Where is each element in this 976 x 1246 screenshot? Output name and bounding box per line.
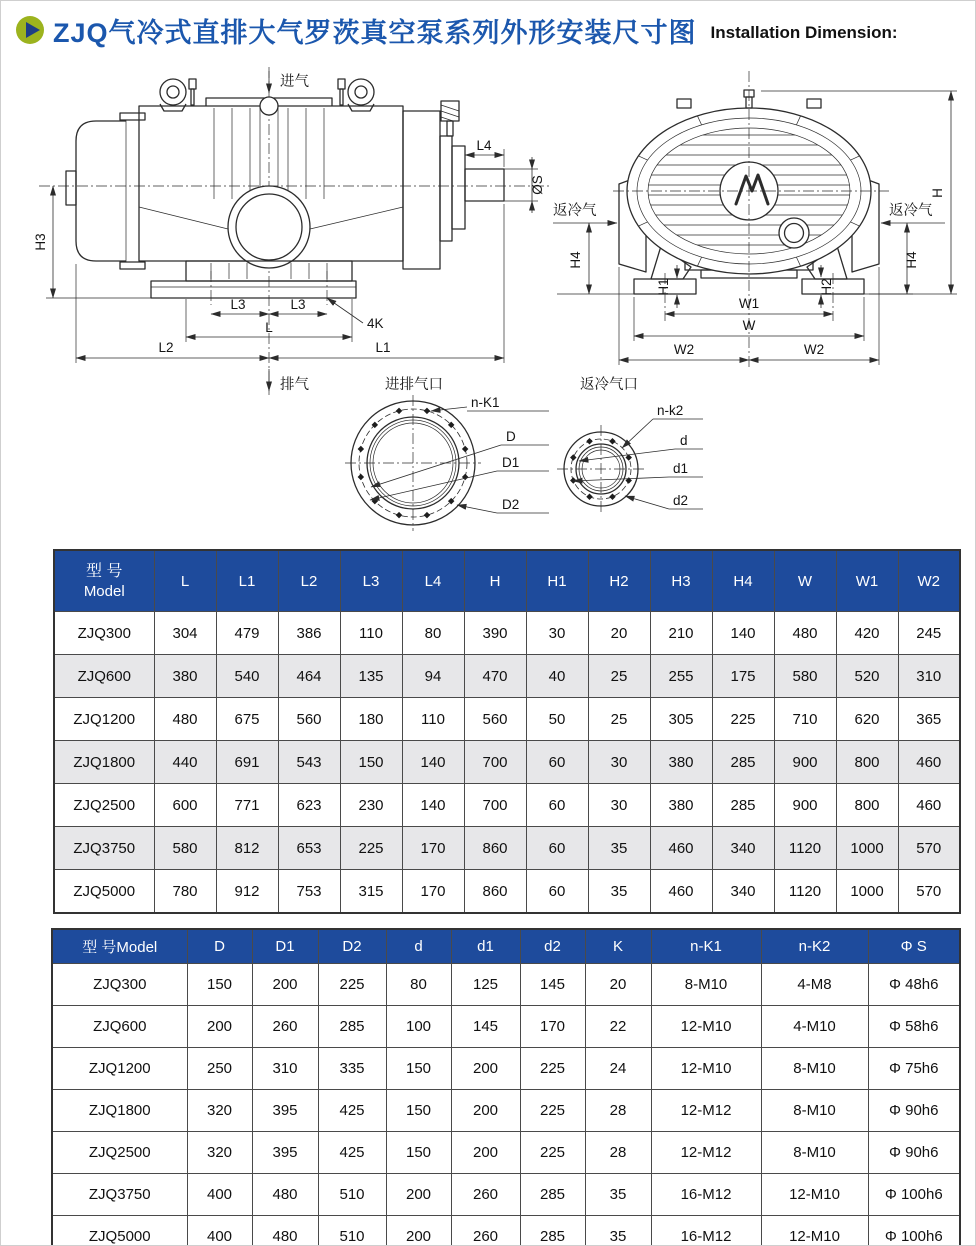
cooling-port-flange	[557, 376, 703, 513]
value-cell: 230	[340, 784, 402, 827]
value-cell: 225	[712, 698, 774, 741]
dim-l-label: L	[265, 320, 273, 335]
model-cell: ZJQ5000	[54, 870, 154, 914]
value-cell: 24	[585, 1048, 651, 1090]
value-cell: 170	[402, 870, 464, 914]
value-cell: 8-M10	[761, 1048, 868, 1090]
return-air-right-label: 返冷气	[889, 203, 933, 219]
main-port-d-label: D	[506, 429, 516, 444]
main-port-flange	[345, 376, 549, 531]
value-cell: Φ 100h6	[868, 1174, 960, 1216]
value-cell: 200	[386, 1216, 451, 1246]
value-cell: 1120	[774, 870, 836, 914]
value-cell: 22	[585, 1006, 651, 1048]
value-cell: 225	[318, 964, 386, 1006]
value-cell: 35	[585, 1216, 651, 1246]
bolt-hole-icon	[396, 408, 403, 415]
value-cell: 40	[526, 655, 588, 698]
bolt-hole-icon	[609, 438, 616, 445]
value-cell: 80	[402, 612, 464, 655]
value-cell: 200	[386, 1174, 451, 1216]
column-header: d	[386, 929, 451, 964]
dim-w2-right-label: W2	[803, 342, 825, 357]
bolt-hole-icon	[570, 477, 577, 484]
value-cell: 150	[340, 741, 402, 784]
value-cell: 4-M10	[761, 1006, 868, 1048]
installation-drawing	[1, 59, 976, 549]
model-cell: ZJQ1800	[52, 1090, 187, 1132]
value-cell: 285	[520, 1216, 585, 1246]
column-header: H	[464, 550, 526, 612]
value-cell: 140	[712, 612, 774, 655]
value-cell: 420	[836, 612, 898, 655]
value-cell: 140	[402, 741, 464, 784]
value-cell: 60	[526, 827, 588, 870]
value-cell: 60	[526, 784, 588, 827]
dimension-table-head	[54, 550, 960, 612]
value-cell: 860	[464, 870, 526, 914]
column-header: W1	[836, 550, 898, 612]
cooling-port-d2-label: d2	[673, 493, 689, 508]
value-cell: 200	[451, 1048, 520, 1090]
value-cell: 480	[774, 612, 836, 655]
table-row	[52, 1006, 960, 1048]
bolt-hole-icon	[586, 493, 593, 500]
value-cell: 35	[588, 827, 650, 870]
model-cell: ZJQ2500	[52, 1132, 187, 1174]
value-cell: 35	[585, 1174, 651, 1216]
dim-h2-label: H2	[819, 278, 834, 296]
value-cell: 4-M8	[761, 964, 868, 1006]
bolt-hole-icon	[586, 438, 593, 445]
value-cell: 510	[318, 1174, 386, 1216]
dim-h-label: H	[930, 188, 945, 198]
cooling-port-d1-label: d1	[673, 461, 689, 476]
dim-h1-label: H1	[656, 278, 671, 296]
value-cell: 1000	[836, 827, 898, 870]
value-cell: 320	[187, 1132, 252, 1174]
main-port-bolts-label: n-K1	[471, 395, 500, 410]
value-cell: 135	[340, 655, 402, 698]
bolt-hole-icon	[358, 446, 365, 453]
value-cell: Φ 90h6	[868, 1090, 960, 1132]
value-cell: 30	[526, 612, 588, 655]
value-cell: Φ 90h6	[868, 1132, 960, 1174]
dimension-table-body	[54, 612, 960, 914]
value-cell: 16-M12	[651, 1216, 761, 1246]
value-cell: 170	[402, 827, 464, 870]
value-cell: 395	[252, 1090, 318, 1132]
return-air-left-label: 返冷气	[553, 203, 597, 219]
value-cell: 800	[836, 784, 898, 827]
value-cell: 1120	[774, 827, 836, 870]
value-cell: 580	[774, 655, 836, 698]
value-cell: 12-M10	[651, 1006, 761, 1048]
value-cell: 225	[340, 827, 402, 870]
play-icon	[15, 15, 45, 45]
column-header: D	[187, 929, 252, 964]
dim-l1-label: L1	[375, 340, 391, 355]
bolt-hole-icon	[462, 474, 469, 481]
column-header: D2	[318, 929, 386, 964]
value-cell: 700	[464, 784, 526, 827]
dim-l2-label: L2	[158, 340, 174, 355]
table-row	[52, 1048, 960, 1090]
value-cell: 94	[402, 655, 464, 698]
table-row	[52, 964, 960, 1006]
value-cell: 285	[318, 1006, 386, 1048]
value-cell: 250	[187, 1048, 252, 1090]
column-header: L4	[402, 550, 464, 612]
model-cell: ZJQ5000	[52, 1216, 187, 1246]
value-cell: 20	[588, 612, 650, 655]
dim-shaft-dia-label: ØS	[530, 175, 545, 195]
value-cell: 315	[340, 870, 402, 914]
value-cell: 691	[216, 741, 278, 784]
value-cell: 25	[588, 655, 650, 698]
model-cell: ZJQ600	[52, 1006, 187, 1048]
model-cell: ZJQ300	[54, 612, 154, 655]
value-cell: 210	[650, 612, 712, 655]
value-cell: 480	[252, 1174, 318, 1216]
value-cell: 623	[278, 784, 340, 827]
table-row	[54, 827, 960, 870]
value-cell: 225	[520, 1048, 585, 1090]
value-cell: 175	[712, 655, 774, 698]
page-subtitle: Installation Dimension:	[710, 23, 898, 42]
column-header: W	[774, 550, 836, 612]
cooling-port-d-label: d	[680, 433, 688, 448]
port-table-body	[52, 964, 960, 1246]
value-cell: 440	[154, 741, 216, 784]
value-cell: 464	[278, 655, 340, 698]
value-cell: 150	[386, 1048, 451, 1090]
value-cell: 570	[898, 870, 960, 914]
value-cell: 12-M12	[651, 1132, 761, 1174]
dim-l3-left-label: L3	[230, 297, 246, 312]
model-header-cn: 型 号	[86, 562, 123, 580]
value-cell: 260	[252, 1006, 318, 1048]
value-cell: 520	[836, 655, 898, 698]
value-cell: 340	[712, 827, 774, 870]
table-row	[52, 1216, 960, 1246]
main-port-d1-label: D1	[502, 455, 520, 470]
column-header: H4	[712, 550, 774, 612]
value-cell: 16-M12	[651, 1174, 761, 1216]
value-cell: 125	[451, 964, 520, 1006]
value-cell: 60	[526, 870, 588, 914]
value-cell: 340	[712, 870, 774, 914]
dimension-table	[53, 549, 961, 914]
value-cell: 25	[588, 698, 650, 741]
value-cell: 365	[898, 698, 960, 741]
value-cell: 470	[464, 655, 526, 698]
value-cell: 150	[187, 964, 252, 1006]
value-cell: 12-M12	[651, 1090, 761, 1132]
value-cell: 305	[650, 698, 712, 741]
main-port-d2-label: D2	[502, 497, 520, 512]
value-cell: 335	[318, 1048, 386, 1090]
value-cell: 285	[712, 784, 774, 827]
foot-holes-label: 4K	[367, 316, 384, 331]
value-cell: 460	[898, 741, 960, 784]
table-row	[54, 870, 960, 914]
model-column-header: 型 号Model	[52, 929, 187, 964]
value-cell: 28	[585, 1132, 651, 1174]
inlet-label: 进气	[280, 74, 309, 90]
value-cell: 675	[216, 698, 278, 741]
value-cell: 28	[585, 1090, 651, 1132]
value-cell: Φ 48h6	[868, 964, 960, 1006]
value-cell: 480	[252, 1216, 318, 1246]
table-row	[52, 1174, 960, 1216]
table-row	[52, 1090, 960, 1132]
header-row	[54, 550, 960, 612]
bolt-hole-icon	[462, 446, 469, 453]
side-view-drawing	[33, 67, 549, 395]
column-header: n-K1	[651, 929, 761, 964]
cooling-port-title: 返冷气口	[580, 377, 638, 393]
value-cell: 110	[340, 612, 402, 655]
value-cell: 653	[278, 827, 340, 870]
model-cell: ZJQ1200	[54, 698, 154, 741]
column-header: n-K2	[761, 929, 868, 964]
value-cell: Φ 100h6	[868, 1216, 960, 1246]
model-cell: ZJQ3750	[52, 1174, 187, 1216]
dim-h4-left-label: H4	[568, 251, 583, 269]
bolt-hole-icon	[609, 493, 616, 500]
value-cell: 425	[318, 1132, 386, 1174]
table-row	[54, 741, 960, 784]
value-cell: 260	[451, 1216, 520, 1246]
value-cell: Φ 58h6	[868, 1006, 960, 1048]
port-table-head	[52, 929, 960, 964]
value-cell: 20	[585, 964, 651, 1006]
value-cell: 145	[451, 1006, 520, 1048]
value-cell: 320	[187, 1090, 252, 1132]
value-cell: 304	[154, 612, 216, 655]
table-row	[52, 1132, 960, 1174]
header-row	[52, 929, 960, 964]
bolt-hole-icon	[396, 512, 403, 519]
value-cell: 771	[216, 784, 278, 827]
value-cell: 812	[216, 827, 278, 870]
dim-w-label: W	[742, 318, 756, 333]
bolt-hole-icon	[424, 408, 431, 415]
model-column-header	[54, 550, 154, 612]
outlet-label: 排气	[280, 377, 309, 393]
value-cell: 580	[154, 827, 216, 870]
value-cell: 912	[216, 870, 278, 914]
title-bar	[1, 1, 975, 59]
table-row	[54, 784, 960, 827]
value-cell: 30	[588, 784, 650, 827]
value-cell: 700	[464, 741, 526, 784]
value-cell: 425	[318, 1090, 386, 1132]
value-cell: 390	[464, 612, 526, 655]
page-title: ZJQ气冷式直排大气罗茨真空泵系列外形安装尺寸图	[53, 17, 697, 48]
dim-w2-left-label: W2	[673, 342, 695, 357]
value-cell: 510	[318, 1216, 386, 1246]
value-cell: 50	[526, 698, 588, 741]
value-cell: 12-M10	[761, 1216, 868, 1246]
column-header: D1	[252, 929, 318, 964]
value-cell: 100	[386, 1006, 451, 1048]
value-cell: 480	[154, 698, 216, 741]
value-cell: 12-M10	[761, 1174, 868, 1216]
bolt-hole-icon	[358, 474, 365, 481]
value-cell: 12-M10	[651, 1048, 761, 1090]
value-cell: 710	[774, 698, 836, 741]
value-cell: 110	[402, 698, 464, 741]
model-cell: ZJQ3750	[54, 827, 154, 870]
value-cell: 460	[650, 870, 712, 914]
value-cell: 80	[386, 964, 451, 1006]
value-cell: 400	[187, 1174, 252, 1216]
dim-h3-label: H3	[33, 233, 48, 251]
value-cell: 395	[252, 1132, 318, 1174]
column-header: d2	[520, 929, 585, 964]
value-cell: 30	[588, 741, 650, 784]
column-header: L3	[340, 550, 402, 612]
value-cell: 285	[520, 1174, 585, 1216]
value-cell: 460	[898, 784, 960, 827]
column-header: L	[154, 550, 216, 612]
cooling-port-bolts-label: n-k2	[657, 403, 684, 418]
column-header: L1	[216, 550, 278, 612]
model-header-en: Model	[83, 582, 125, 600]
value-cell: 479	[216, 612, 278, 655]
value-cell: 753	[278, 870, 340, 914]
value-cell: 8-M10	[651, 964, 761, 1006]
value-cell: 460	[650, 827, 712, 870]
value-cell: 200	[187, 1006, 252, 1048]
value-cell: 200	[252, 964, 318, 1006]
dim-l3-right-label: L3	[290, 297, 306, 312]
table-row	[54, 698, 960, 741]
dim-l4-label: L4	[476, 138, 492, 153]
value-cell: 600	[154, 784, 216, 827]
value-cell: 386	[278, 612, 340, 655]
value-cell: 310	[898, 655, 960, 698]
main-port-title: 进排气口	[385, 377, 443, 393]
bolt-hole-icon	[570, 454, 577, 461]
bolt-hole-icon	[424, 512, 431, 519]
column-header: H3	[650, 550, 712, 612]
value-cell: 260	[451, 1174, 520, 1216]
table-row	[54, 655, 960, 698]
value-cell: 860	[464, 827, 526, 870]
value-cell: 245	[898, 612, 960, 655]
model-cell: ZJQ1800	[54, 741, 154, 784]
value-cell: 1000	[836, 870, 898, 914]
value-cell: 225	[520, 1090, 585, 1132]
column-header: Φ S	[868, 929, 960, 964]
column-header: d1	[451, 929, 520, 964]
dim-h4-right-label: H4	[904, 251, 919, 269]
value-cell: 620	[836, 698, 898, 741]
value-cell: 800	[836, 741, 898, 784]
value-cell: 150	[386, 1090, 451, 1132]
column-header: H2	[588, 550, 650, 612]
value-cell: 8-M10	[761, 1090, 868, 1132]
value-cell: 140	[402, 784, 464, 827]
value-cell: 225	[520, 1132, 585, 1174]
value-cell: 255	[650, 655, 712, 698]
value-cell: 380	[650, 741, 712, 784]
value-cell: 150	[386, 1132, 451, 1174]
column-header: H1	[526, 550, 588, 612]
end-view-drawing	[553, 71, 957, 369]
port-table	[51, 928, 961, 1246]
value-cell: 380	[650, 784, 712, 827]
model-cell: ZJQ2500	[54, 784, 154, 827]
value-cell: 540	[216, 655, 278, 698]
value-cell: 543	[278, 741, 340, 784]
value-cell: 400	[187, 1216, 252, 1246]
value-cell: 310	[252, 1048, 318, 1090]
value-cell: 900	[774, 784, 836, 827]
value-cell: 560	[464, 698, 526, 741]
value-cell: 60	[526, 741, 588, 784]
column-header: K	[585, 929, 651, 964]
value-cell: 900	[774, 741, 836, 784]
model-cell: ZJQ600	[54, 655, 154, 698]
value-cell: 180	[340, 698, 402, 741]
value-cell: 560	[278, 698, 340, 741]
table-row	[54, 612, 960, 655]
value-cell: 8-M10	[761, 1132, 868, 1174]
value-cell: 200	[451, 1132, 520, 1174]
model-cell: ZJQ300	[52, 964, 187, 1006]
value-cell: 200	[451, 1090, 520, 1132]
column-header: W2	[898, 550, 960, 612]
column-header: L2	[278, 550, 340, 612]
value-cell: 35	[588, 870, 650, 914]
value-cell: 285	[712, 741, 774, 784]
value-cell: 145	[520, 964, 585, 1006]
value-cell: 780	[154, 870, 216, 914]
value-cell: 380	[154, 655, 216, 698]
value-cell: Φ 75h6	[868, 1048, 960, 1090]
value-cell: 170	[520, 1006, 585, 1048]
dim-w1-label: W1	[738, 296, 760, 311]
model-cell: ZJQ1200	[52, 1048, 187, 1090]
value-cell: 570	[898, 827, 960, 870]
